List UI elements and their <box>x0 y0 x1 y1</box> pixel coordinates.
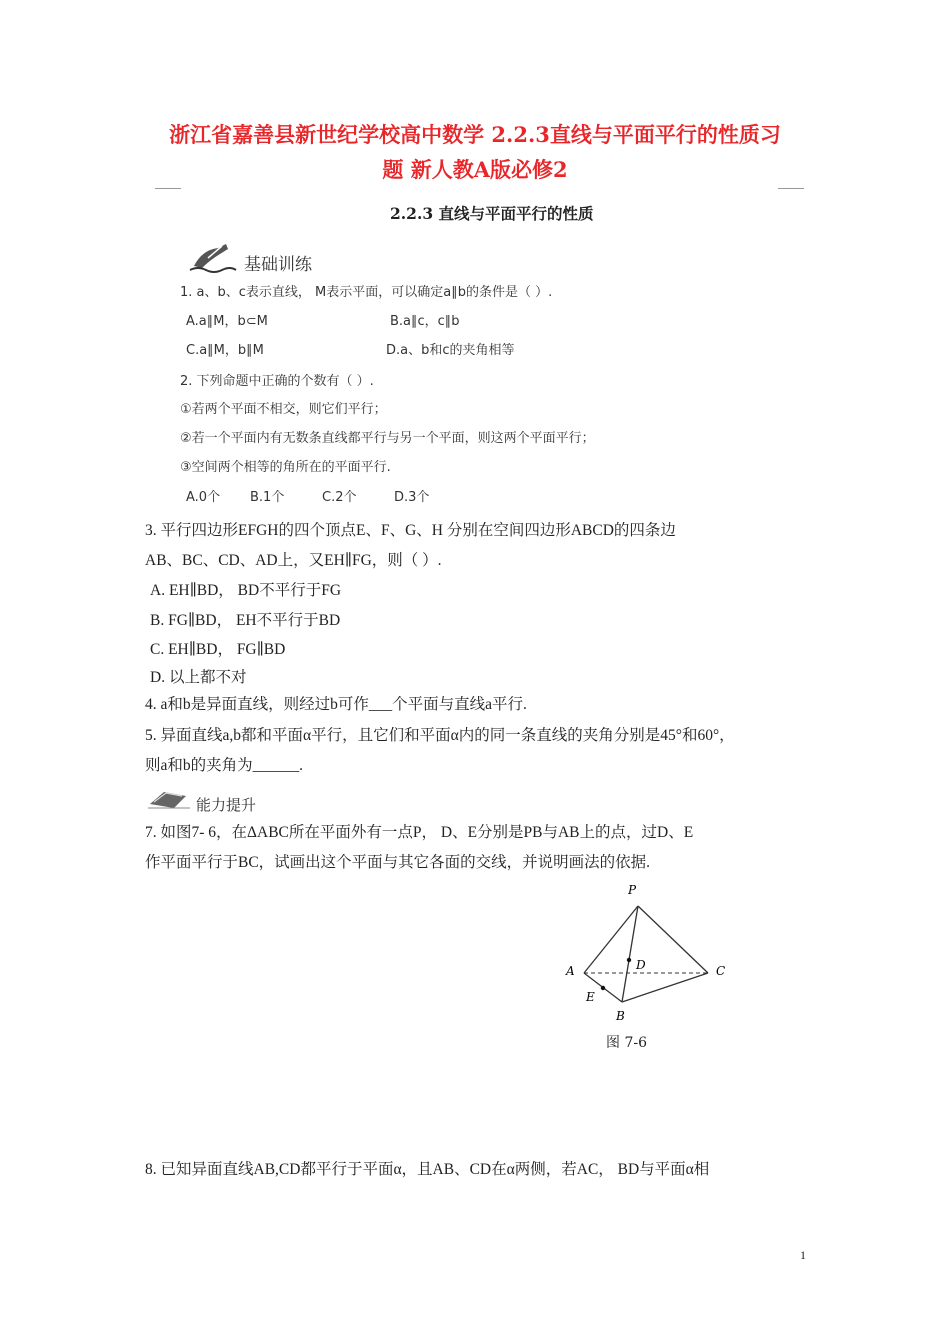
writing-hand-icon <box>188 240 238 274</box>
document-title-line1: 浙江省嘉善县新世纪学校高中数学 2.2.3直线与平面平行的性质习 <box>169 122 781 147</box>
q2-prop-3: ③空间两个相等的角所在的平面平行. <box>180 460 391 475</box>
q5-line1: 5. 异面直线a,b都和平面α平行，且它们和平面α内的同一条直线的夹角分别是45°和60°， <box>145 727 735 744</box>
q3-line1: 3. 平行四边形EFGH的四个顶点E、F、G、H 分别在空间四边形ABCD的四条边 <box>145 522 676 539</box>
q3-line2: AB、BC、CD、AD上，又EH∥FG，则（ ）. <box>145 552 442 569</box>
q1-option-d: D.a、b和c的夹角相等 <box>386 343 515 358</box>
label-d: D <box>636 958 646 972</box>
page-number: 1 <box>800 1248 806 1262</box>
q2-prop-2: ②若一个平面内有无数条直线都平行与另一个平面，则这两个平面平行； <box>180 431 595 446</box>
label-b: B <box>616 1009 625 1023</box>
q2-option-d: D.3个 <box>394 490 430 505</box>
edge-pb <box>622 906 638 1002</box>
label-e: E <box>586 990 595 1004</box>
header-rule-right <box>778 188 804 189</box>
point-e <box>601 986 605 990</box>
section-basic-training: 基础训练 <box>244 255 312 275</box>
section-ability-improvement: 能力提升 <box>196 796 257 814</box>
q3-option-a: A. EH∥BD， BD不平行于FG <box>150 582 342 599</box>
edge-bc <box>622 973 708 1002</box>
q1-option-a: A.a∥M，b⊂M <box>186 314 268 329</box>
label-a: A <box>566 964 575 978</box>
q3-option-d: D. 以上都不对 <box>150 669 247 686</box>
q3-option-b: B. FG∥BD， EH不平行于BD <box>150 612 341 629</box>
figure-caption: 图 7-6 <box>606 1035 647 1051</box>
point-d <box>627 958 631 962</box>
q2-stem: 2. 下列命题中正确的个数有（ ）. <box>180 374 374 389</box>
q5-line2: 则a和b的夹角为______. <box>145 757 304 774</box>
q8-text: 8. 已知异面直线AB,CD都平行于平面α，且AB、CD在α两侧，若AC， BD与平面α相 <box>145 1161 710 1178</box>
edge-pa <box>584 906 638 973</box>
q4-text: 4. a和b是异面直线，则经过b可作___个平面与直线a平行. <box>145 696 527 713</box>
q7-line2: 作平面平行于BC，试画出这个平面与其它各面的交线，并说明画法的依据. <box>145 854 651 871</box>
q2-prop-1: ①若两个平面不相交，则它们平行； <box>180 402 387 417</box>
header-rule-left <box>155 188 181 189</box>
tetrahedron-figure <box>560 878 740 1028</box>
q2-option-c: C.2个 <box>322 490 357 505</box>
q2-option-b: B.1个 <box>250 490 285 505</box>
edge-pc <box>638 906 708 973</box>
q1-option-c: C.a∥M，b∥M <box>186 343 264 358</box>
label-p: P <box>628 883 637 897</box>
q2-option-a: A.0个 <box>186 490 221 505</box>
q3-option-c: C. EH∥BD， FG∥BD <box>150 641 286 658</box>
q1-option-b: B.a∥c，c∥b <box>390 314 460 329</box>
book-pencil-icon <box>146 784 192 810</box>
section-subtitle: 2.2.3 直线与平面平行的性质 <box>390 204 594 223</box>
document-title-line2: 题 新人教A版必修2 <box>382 157 568 182</box>
q1-stem: 1. a、b、c表示直线， M表示平面，可以确定a∥b的条件是（ ）. <box>180 285 553 300</box>
label-c: C <box>716 964 726 978</box>
q7-line1: 7. 如图7- 6，在ΔABC所在平面外有一点P， D、E分别是PB与AB上的点，过D、E <box>145 824 694 841</box>
